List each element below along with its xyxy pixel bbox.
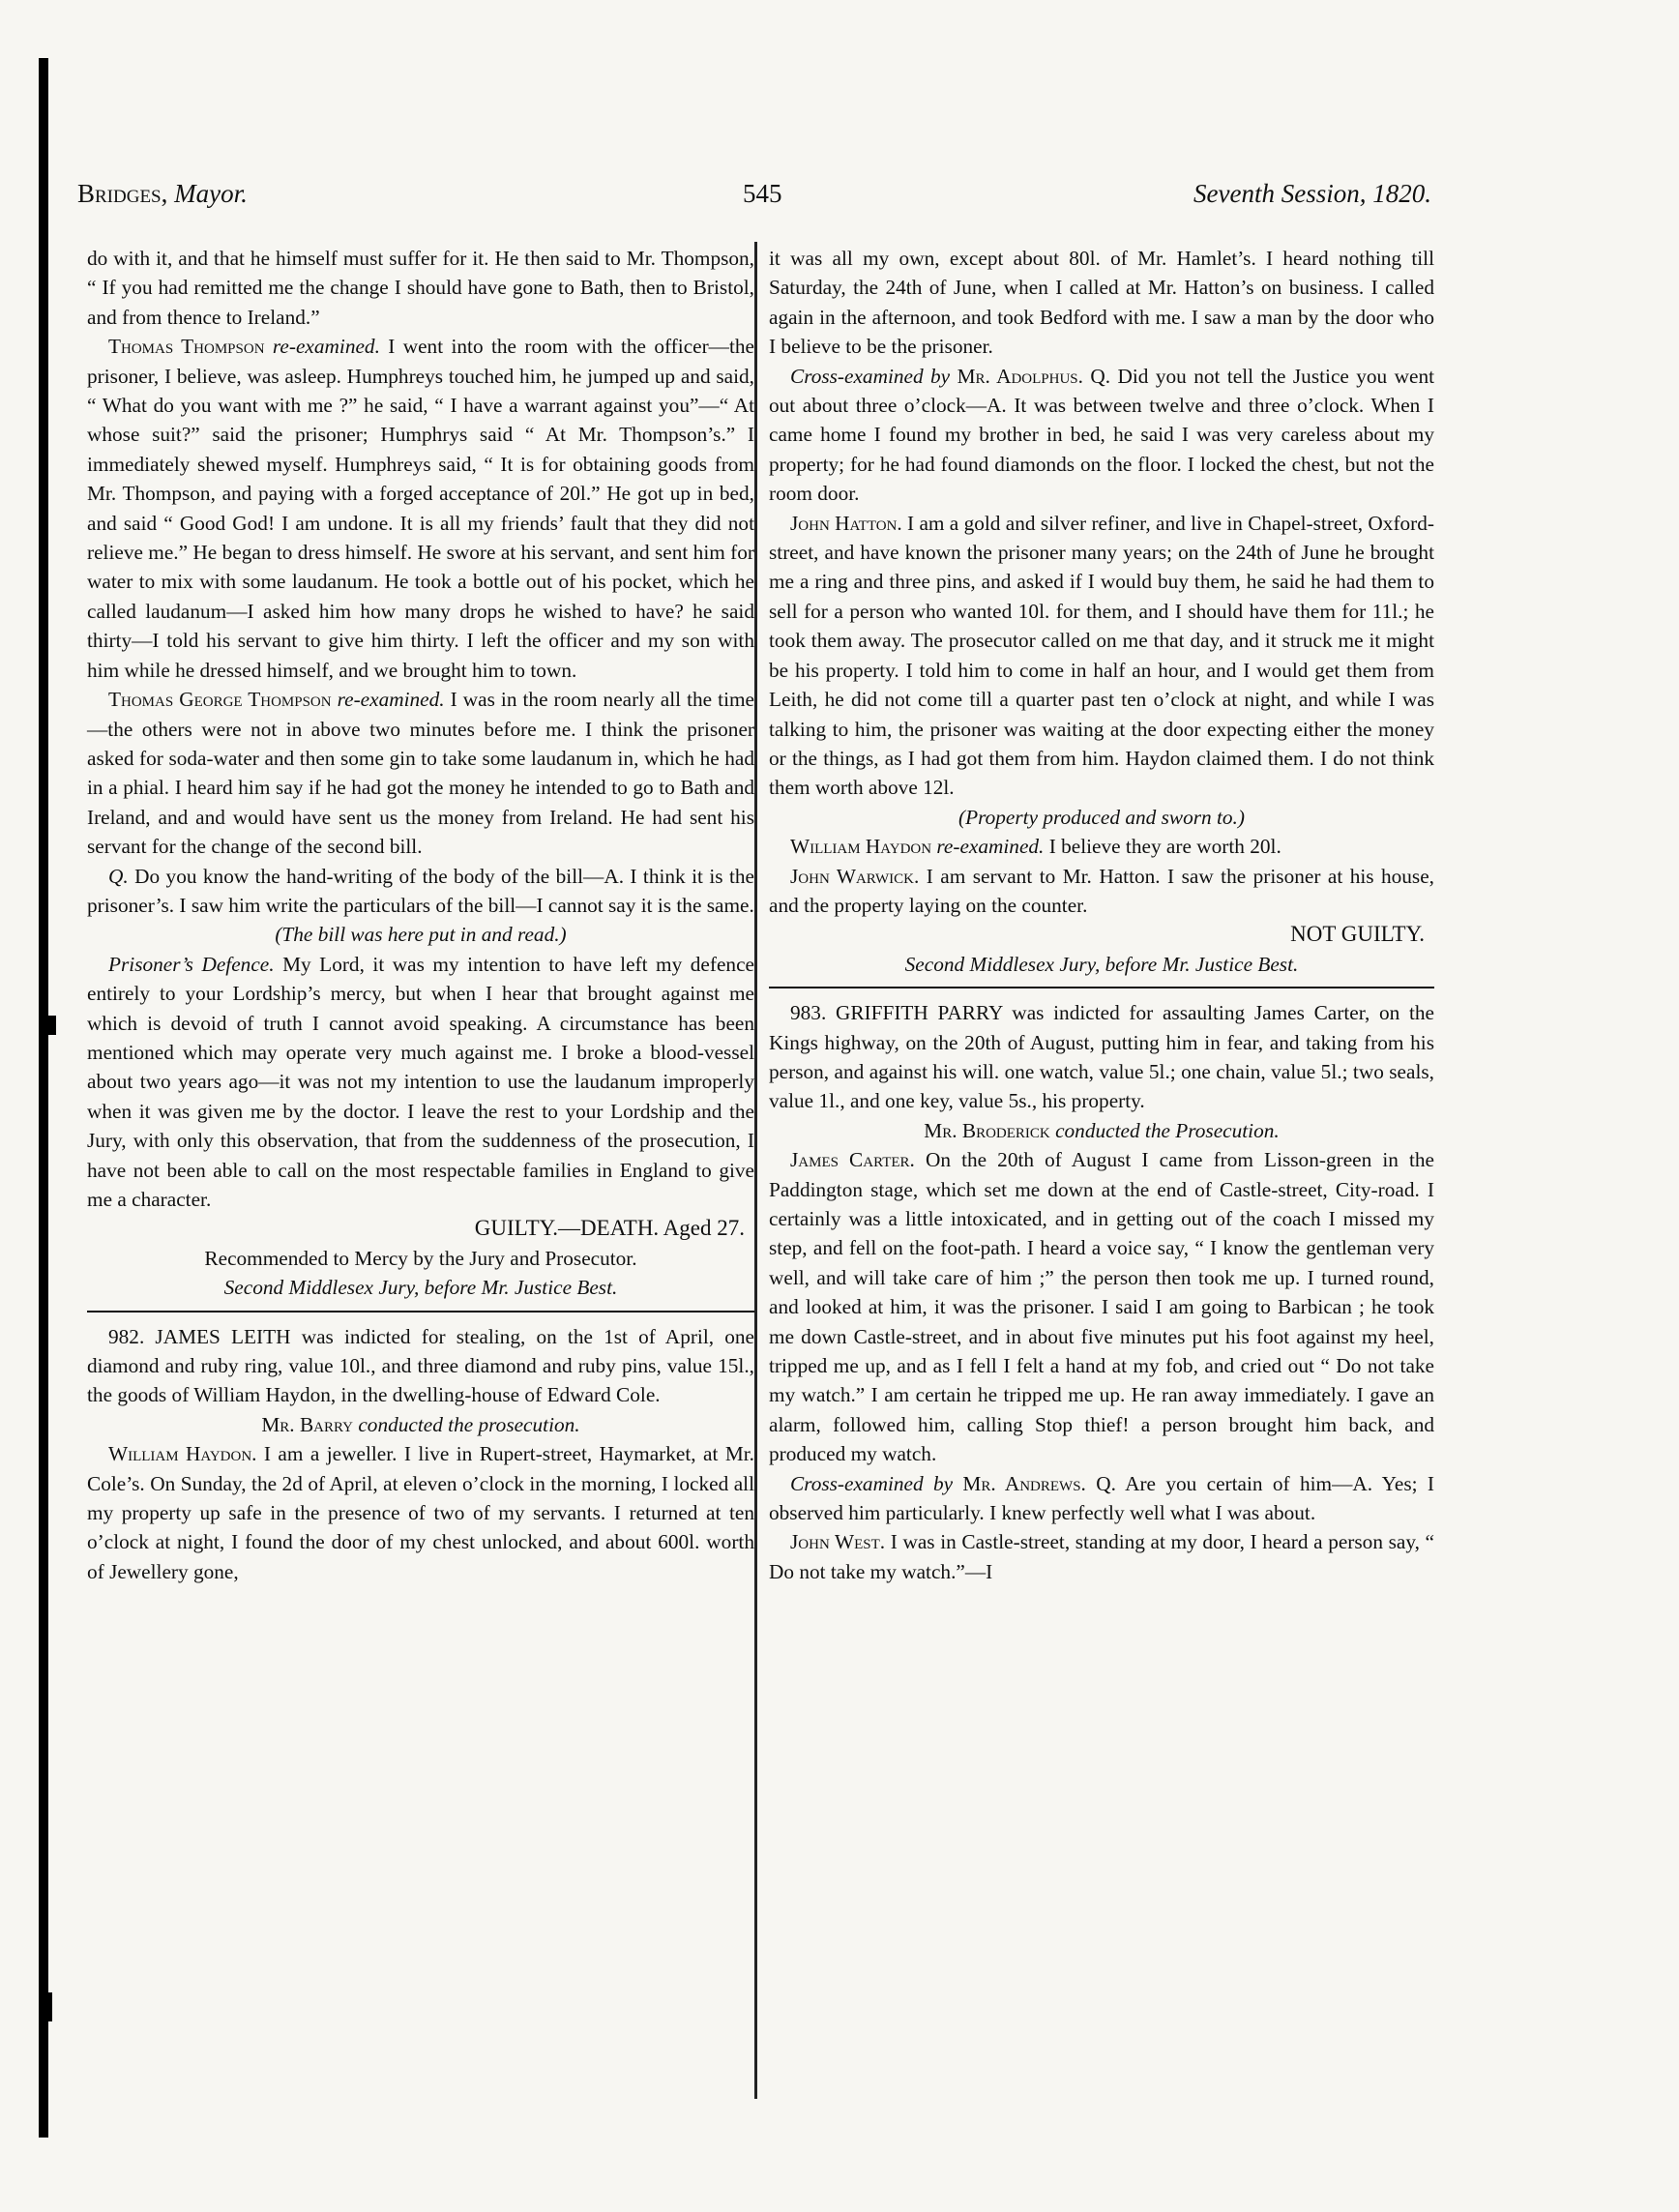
paragraph-text: I am a gold and silver refiner, and live in Chapel-street, Oxford-street, and have known the prisoner many years; on the 24th of June he brought me a ring and three pins, and asked if I would buy them, he said he had them to sell for a person who wanted 10l. for them, and I should have them for 11l.; he took them away. The prosecutor called on me that day, and it struck me it might be his property. I told him to come in half an hour, and I would get them from Leith, he did not come till a quarter past ten o’clock at night, and while I was talking to him, the prisoner was waiting at the door expecting either the money or the things, as I had got them from him. Haydon claimed them. I do not think them worth above 12l. (769, 511, 1435, 800)
paragraph-text: Do you know the hand-writing of the body of the bill—A. I think it is the prisoner’s. I saw him write the particulars of the bill—I cannot say it is the same. (87, 864, 754, 917)
lead-phrase: Cross-examined by (790, 364, 951, 388)
right-column (769, 244, 1434, 1586)
page-binding-edge (39, 58, 48, 2138)
paragraph (769, 862, 1434, 921)
speaker-name: John Hatton. (790, 511, 902, 535)
paragraph-text: I went into the room with the officer—the prisoner, I believe, was asleep. Humphreys touched him, he jumped up and said, “ What do you want with me ?” he said, “ I have a warrant against you”—“ At whose suit?” said the prisoner; Humphrys said “ At Mr. Thompson’s.” I immediately shewed myself. Humphreys said, “ It is for obtaining goods from Mr. Thompson, and paying with a forged acceptance of 20l.” He got up in bed, and said “ Good God! I am undone. It is all my friends’ fault that they did not relieve me.” He began to dress himself. He swore at his servant, and sent him for water to mix with some laudanum. He took a bottle out of his pocket, which he called laudanum—I asked him how many drops he wished to have? he said thirty—I told his servant to give him thirty. I left the officer and my son with him while he dressed himself, and we brought him to town. (87, 335, 755, 682)
header-name: Bridges, (77, 179, 168, 208)
speaker-name: Thomas Thompson (108, 335, 265, 359)
verdict: NOT GUILTY. (1290, 922, 1425, 947)
paragraph-text: I believe they are worth 20l. (1048, 835, 1281, 859)
paragraph-text: do with it, and that he himself must suffer for it. He then said to Mr. Thompson, “ If you had remitted me the change I should have gone to Bath, then to Bristol, and from thence to Ireland.” (87, 247, 754, 329)
paragraph (769, 1527, 1434, 1586)
page-number: 545 (743, 179, 782, 208)
paragraph-text: On the 20th of August I came from Lisson-green in the Paddington stage, which set me down at the end of Castle-street, City-road. I certainly was a little intoxicated, and in getting out of the coach I missed my step, and fell on the foot-path. I heard a voice say, “ I know the gentleman very well, and will take care of him ;” the person then took me up. I turned round, and looked at him, it was the prisoner. I said I am going to Barbican ; he took me down Castle-street, and in about five minutes put his foot against my heel, tripped me up, and as I fell I felt a hand at my fob, and cried out “ Do not take my watch.” I am certain he tripped me up. He ran away immediately. I gave an alarm, followed him, calling Stop thief! a person brought him back, and produced my watch. (769, 1148, 1434, 1466)
centered-note: Second Middlesex Jury, before Mr. Justice Best. (904, 952, 1299, 976)
speaker-name: James Carter. (790, 1148, 915, 1172)
centered-note: (The bill was here put in and read.) (275, 923, 567, 947)
paragraph (769, 1145, 1434, 1468)
verdict: GUILTY.—DEATH. Aged 27. (474, 1216, 745, 1241)
header-right: Seventh Session, 1820. (1193, 179, 1431, 208)
paragraph (87, 862, 754, 921)
speaker-name: William Haydon (790, 835, 932, 859)
examination-tag: re-examined. (337, 688, 445, 712)
paragraph (769, 1469, 1434, 1528)
binding-mark (44, 1016, 56, 1035)
lead-phrase: Q. (108, 864, 129, 888)
speaker-name: John Warwick. (790, 864, 920, 888)
examination-tag: re-examined. (272, 335, 380, 359)
paragraph (87, 1439, 754, 1586)
binding-mark (46, 1992, 52, 2021)
paragraph (87, 244, 754, 332)
paragraph (769, 509, 1434, 803)
header-left (77, 179, 248, 209)
counsel-name: Mr. Broderick (924, 1118, 1050, 1142)
paragraph (87, 1322, 754, 1410)
paragraph (769, 998, 1434, 1116)
centered-line: Recommended to Mercy by the Jury and Prosecutor. (204, 1246, 637, 1270)
examination-tag: re-examined. (936, 835, 1045, 859)
counsel-role: conducted the Prosecution. (1055, 1118, 1280, 1142)
paragraph (87, 685, 754, 861)
paragraph (87, 950, 754, 1215)
paragraph-text: Q. Are you certain of him—A. Yes; I observed him particularly. I knew perfectly well what I was about. (769, 1471, 1434, 1525)
paragraph-text: I am a jeweller. I live in Rupert-street, Haymarket, at Mr. Cole’s. On Sunday, the 2d of April, at eleven o’clock in the morning, I locked all my property up safe in the presence of two of my servants. I returned at ten o’clock at night, I found the door of my chest unlocked, and about 600l. worth of Jewellery gone, (87, 1442, 754, 1583)
paragraph (87, 332, 754, 685)
paragraph-text: I was in Castle-street, standing at my door, I heard a person say, “ Do not take my watch.”—I (769, 1530, 1435, 1583)
column-divider (754, 242, 757, 2099)
speaker-name: Mr. Andrews. (962, 1471, 1086, 1495)
page-header (77, 179, 1431, 218)
counsel-role: conducted the prosecution. (358, 1412, 580, 1436)
paragraph (769, 832, 1434, 861)
paragraph-text: My Lord, it was my intention to have left my defence entirely to your Lordship’s mercy, but when I hear that brought against me which is devoid of truth I cannot avoid speaking. A circumstance has been mentioned which may operate very much against me. I broke a blood-vessel about two years ago—it was not my intention to use the laudanum improperly when it was given me by the doctor. I leave the rest to your Lordship and the Jury, with only this observation, that from the suddenness of the prosecution, I have not been able to call on the most respectable families in England to give me a character. (87, 952, 754, 1211)
paragraph (769, 244, 1434, 362)
paragraph-text: it was all my own, except about 80l. of Mr. Hamlet’s. I heard nothing till Saturday, the 24th of June, when I called at Mr. Hatton’s on business. I called again in the afternoon, and took Bedford with me. I saw a man by the door who I believe to be the prisoner. (769, 247, 1434, 359)
centered-note: (Property produced and sworn to.) (958, 805, 1245, 829)
left-column (87, 244, 754, 1586)
lead-phrase: Prisoner’s Defence. (108, 952, 275, 976)
paragraph-text: I am servant to Mr. Hatton. I saw the prisoner at his house, and the property laying on the counter. (769, 864, 1435, 917)
paragraph-text: 982. JAMES LEITH was indicted for stealing, on the 1st of April, one diamond and ruby ring, value 10l., and three diamond and ruby pins, value 15l., the goods of William Haydon, in the dwelling-house of Edward Cole. (87, 1324, 754, 1407)
counsel-name: Mr. Barry (261, 1412, 354, 1436)
paragraph-text: Q. Did you not tell the Justice you went out about three o’clock—A. It was between twelve and three o’clock. When I came home I found my brother in bed, he said I was very careless about my property; for he had found diamonds on the floor. I locked the chest, but not the room door. (769, 364, 1435, 506)
speaker-name: Thomas George Thompson (108, 688, 332, 712)
speaker-name: John West. (790, 1530, 886, 1554)
centered-note: Second Middlesex Jury, before Mr. Justice Best. (223, 1276, 618, 1300)
paragraph (769, 362, 1434, 509)
speaker-name: William Haydon. (108, 1442, 257, 1466)
paragraph-text: I was in the room nearly all the time—the others were not in above two minutes before me. I think the prisoner asked for soda-water and then some gin to take some laudanum in, which he had in a phial. I heard him say if he had got the money he intended to go to Bath and Ireland, and and would have sent us the money from Ireland. He had sent his servant for the change of the second bill. (87, 688, 754, 859)
speaker-name: Mr. Adolphus. (957, 364, 1083, 388)
counsel-line (87, 1410, 754, 1439)
section-rule (769, 987, 1434, 988)
header-office: Mayor. (174, 179, 248, 208)
paragraph-text: 983. GRIFFITH PARRY was indicted for assaulting James Carter, on the Kings highway, on the 20th of August, putting him in fear, and taking from his person, and against his will. one watch, value 5l.; one chain, value 5l.; two seals, value 1l., and one key, value 5s., his property. (769, 1001, 1434, 1113)
lead-phrase: Cross-examined by (790, 1471, 954, 1495)
section-rule (87, 1311, 754, 1312)
counsel-line (769, 1116, 1434, 1145)
